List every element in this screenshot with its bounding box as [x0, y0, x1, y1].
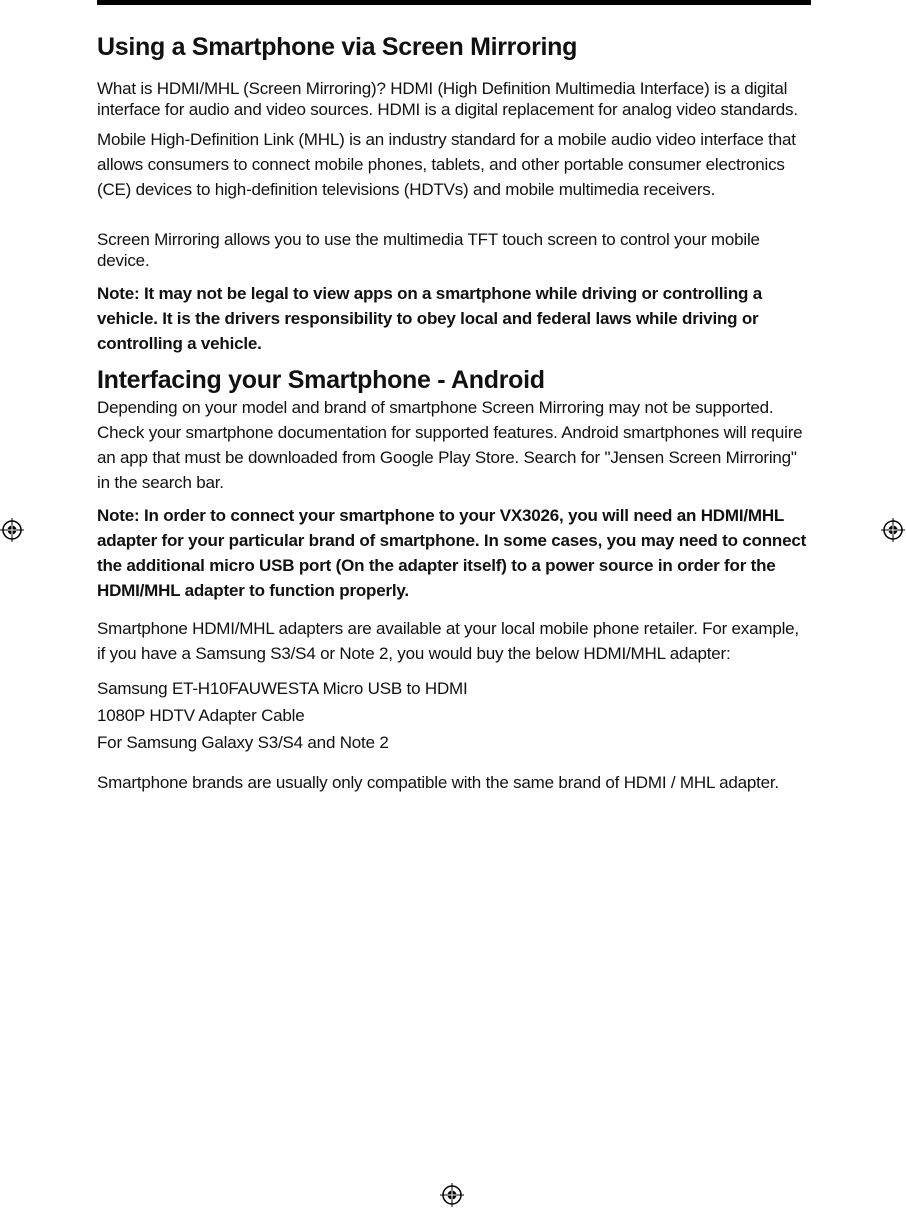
adapter-note: Note: In order to connect your smartphone to your VX3026, you will need an HDMI/MHL adapter for your particular brand of smartphone. In some cases, you may need to connect the additional micro USB port (On the adapter itself) to a power source in order for the HDMI/MHL adapter to function properly. — [97, 506, 807, 600]
android-support-paragraph: Depending on your model and brand of smartphone Screen Mirroring may not be supported. Check your smartphone documentation for supported features. Android smartphones will require an app that must be downloaded from Google Play Store. Search for "Jensen Screen Mirroring" in the search bar. — [97, 398, 803, 492]
page-content — [97, 30, 807, 795]
section-heading-android: Interfacing your Smartphone - Android — [97, 366, 545, 394]
mhl-paragraph: Mobile High-Definition Link (MHL) is an industry standard for a mobile audio video interface that allows consumers to connect mobile phones, tablets, and other portable consumer electronics (CE) devices to high-definition televisions (HDTVs) and mobile multimedia receivers. — [97, 130, 796, 199]
screen-mirroring-paragraph: Screen Mirroring allows you to use the multimedia TFT touch screen to control your mobile device. — [97, 230, 760, 270]
legal-note: Note: It may not be legal to view apps on a smartphone while driving or controlling a vehicle. It is the drivers responsibility to obey local and federal laws while driving or controlling a vehicle. — [97, 284, 762, 353]
adapter-line: Samsung ET-H10FAUWESTA Micro USB to HDMI — [97, 679, 468, 698]
top-rule — [97, 0, 811, 5]
brand-compatibility-paragraph: Smartphone brands are usually only compatible with the same brand of HDMI / MHL adapter. — [97, 773, 779, 792]
adapter-line: 1080P HDTV Adapter Cable — [97, 706, 305, 725]
section-heading-screen-mirroring: Using a Smartphone via Screen Mirroring — [97, 33, 578, 61]
adapter-details — [97, 675, 807, 756]
adapter-availability-paragraph: Smartphone HDMI/MHL adapters are available at your local mobile phone retailer. For example, if you have a Samsung S3/S4 or Note 2, you would buy the below HDMI/MHL adapter: — [97, 619, 799, 663]
registration-mark-icon — [881, 518, 905, 542]
adapter-line: For Samsung Galaxy S3/S4 and Note 2 — [97, 733, 389, 752]
hdmi-paragraph: What is HDMI/MHL (Screen Mirroring)? HDMI (High Definition Multimedia Interface) is a digital interface for audio and video sources. HDMI is a digital replacement for analog video standards. — [97, 79, 798, 119]
registration-mark-icon — [440, 1183, 464, 1207]
registration-mark-icon — [0, 518, 24, 542]
